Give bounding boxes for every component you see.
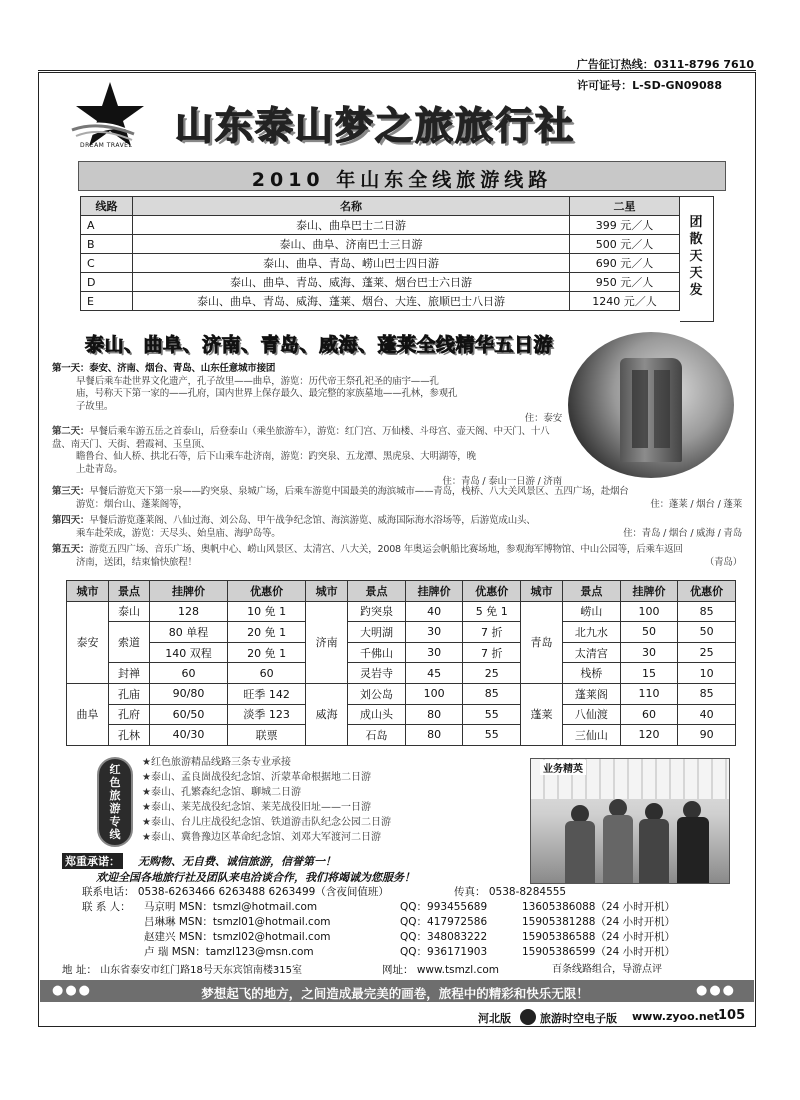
route-code: E xyxy=(81,292,133,311)
ad-hotline: 广告征订热线：0311-8796 7610 xyxy=(576,58,754,71)
day-1 xyxy=(52,363,562,426)
footer-website[interactable]: www.zyoo.net xyxy=(632,1010,720,1023)
person-mobile: 13605386088（24 小时开机） xyxy=(522,901,676,913)
route-name: 泰山、曲阜、济南巴士三日游 xyxy=(133,235,570,254)
slogan-dots-right: ●●● xyxy=(696,983,737,998)
day-5-label: 第五天： xyxy=(52,544,90,555)
day-2-line: 瞻鲁台、仙人桥、拱北石等，后下山乘车赴济南，游览：趵突泉、五龙潭、黑虎泉、大明湖等，晚 xyxy=(76,451,476,463)
spot-cell: 成山头 xyxy=(348,704,406,725)
deal-price-cell: 10 免 1 xyxy=(228,601,306,622)
day-5-lodging: （青岛） xyxy=(704,556,742,568)
spot-cell: 刘公岛 xyxy=(348,683,406,704)
footer-publication: 旅游时空电子版 xyxy=(540,1012,617,1025)
deal-price-cell: 90 xyxy=(678,725,736,746)
contact-person xyxy=(144,945,314,959)
routes-col-name: 名称 xyxy=(133,197,570,216)
route-price: 1240 元／人 xyxy=(570,292,680,311)
table-row xyxy=(81,292,680,311)
phone-label: 联系电话： xyxy=(82,886,135,898)
routes-col-code: 线路 xyxy=(81,197,133,216)
list-price-cell: 100 xyxy=(405,683,463,704)
slogan-dots-left: ●●● xyxy=(52,983,93,998)
route-name: 泰山、曲阜巴士二日游 xyxy=(133,216,570,235)
day-4-line: 乘车赴荣成，游览：天尽头、始皇庙、海驴岛等。 xyxy=(76,527,281,539)
city-cell: 泰安 xyxy=(67,601,109,683)
price-col-list: 挂牌价 xyxy=(405,581,463,602)
deal-price-cell: 20 免 1 xyxy=(228,622,306,643)
contact-person xyxy=(144,915,330,929)
footer-logo-icon xyxy=(520,1009,536,1025)
day-4 xyxy=(52,515,762,540)
list-price-cell: 128 xyxy=(149,601,227,622)
promise-line-1: 无购物、无自费、诚信旅游，信誉第一！ xyxy=(138,855,336,868)
spot-cell: 灵岩寺 xyxy=(348,663,406,684)
day-2-line: 上赴青岛。 xyxy=(76,463,123,475)
routes-col-price: 二星 xyxy=(570,197,680,216)
day-1-line: 子故里。 xyxy=(76,400,114,412)
day-4-text: 早餐后游览蓬莱阁、八仙过海、刘公岛、甲午战争纪念馆、海滨游览、威海国际海水浴场等，后游览成山头、 xyxy=(89,515,536,526)
day-1-lodging: 住：泰安 xyxy=(524,413,562,425)
person-msn: MSN：tsmzl01@hotmail.com xyxy=(178,916,331,928)
deal-price-cell: 60 xyxy=(228,663,306,684)
fax-number: 0538-8284555 xyxy=(488,886,567,898)
routes-side-box xyxy=(680,196,714,322)
price-col-city: 城市 xyxy=(306,581,348,602)
list-price-cell: 40 xyxy=(405,601,463,622)
price-col-list: 挂牌价 xyxy=(149,581,227,602)
spot-cell: 八仙渡 xyxy=(563,704,621,725)
slogan-text: 梦想起飞的地方，之间造成最完美的画卷，旅程中的精彩和快乐无限！ xyxy=(201,986,589,1001)
route-price: 399 元／人 xyxy=(570,216,680,235)
tour-title: 泰山、曲阜、济南、青岛、威海、蓬莱全线精华五日游 xyxy=(85,334,554,356)
day-5 xyxy=(52,544,762,569)
table-row xyxy=(67,663,736,684)
route-note: 百条线路组合，导游点评 xyxy=(552,964,662,975)
list-price-cell: 60 xyxy=(620,704,678,725)
route-code: C xyxy=(81,254,133,273)
day-1-label: 第一天：泰安、济南、烟台、青岛、山东任意城市接团 xyxy=(52,363,276,374)
table-row xyxy=(81,216,680,235)
list-price-cell: 120 xyxy=(620,725,678,746)
price-col-deal: 优惠价 xyxy=(678,581,736,602)
price-col-deal: 优惠价 xyxy=(228,581,306,602)
people-label: 联 系 人： xyxy=(82,901,131,913)
price-col-spot: 景点 xyxy=(109,581,150,602)
deal-price-cell: 85 xyxy=(678,683,736,704)
deal-price-cell: 旺季 142 xyxy=(228,683,306,704)
deal-price-cell: 20 免 1 xyxy=(228,642,306,663)
page-number: 105 xyxy=(718,1008,746,1023)
deal-price-cell: 淡季 123 xyxy=(228,704,306,725)
day-3-text: 早餐后游览天下第一泉——趵突泉、泉城广场，后乘车游览中国最美的海滨城市——青岛，栈桥、八大关风景区、五四广场，赴烟台 xyxy=(89,486,629,497)
red-tour-item: ★泰山、冀鲁豫边区革命纪念馆、刘邓大军渡河二日游 xyxy=(142,832,381,843)
list-price-cell: 30 xyxy=(405,642,463,663)
table-row xyxy=(67,704,736,725)
spot-cell: 索道 xyxy=(109,622,150,663)
promise-line-2: 欢迎全国各地旅行社及团队来电洽谈合作，我们将竭诚为您服务！ xyxy=(96,871,415,884)
deal-price-cell: 5 免 1 xyxy=(463,601,521,622)
phone-numbers: 0538-6263466 6263488 6263499（含夜间值班） xyxy=(137,886,389,898)
person-msn: MSN：tsmzl@hotmail.com xyxy=(178,901,318,913)
list-price-cell: 30 xyxy=(620,642,678,663)
red-tour-list xyxy=(142,755,532,845)
list-price-cell: 50 xyxy=(620,622,678,643)
route-price: 500 元／人 xyxy=(570,235,680,254)
red-tour-item: ★泰山、孟良崮战役纪念馆、沂蒙革命根据地二日游 xyxy=(142,772,371,783)
price-col-city: 城市 xyxy=(67,581,109,602)
spot-cell: 太清宫 xyxy=(563,642,621,663)
fax-row xyxy=(454,885,566,899)
table-row xyxy=(81,273,680,292)
day-3-lodging: 住：蓬莱 / 烟台 / 蓬莱 xyxy=(650,498,742,510)
route-price: 690 元／人 xyxy=(570,254,680,273)
spot-cell: 孔庙 xyxy=(109,683,150,704)
website-row xyxy=(382,963,499,977)
list-price-cell: 80 单程 xyxy=(149,622,227,643)
day-2-text: 早餐后乘车游五岳之首泰山，后登泰山（乘坐旅游车），游览：红门宫、万仙楼、斗母宫、壶天阁、中天门、十八盘、南天门、天街、碧霞祠、玉皇顶、 xyxy=(52,426,550,450)
day-2-lodging: 住：青岛 / 泰山一日游 / 济南 xyxy=(442,476,562,488)
spot-cell: 封禅 xyxy=(109,663,150,684)
deal-price-cell: 85 xyxy=(463,683,521,704)
website-label: 网址： xyxy=(382,964,414,976)
table-row xyxy=(67,725,736,746)
person-mobile: 15905381288（24 小时开机） xyxy=(522,916,676,928)
license-number: 许可证号：L-SD-GN09088 xyxy=(577,79,722,92)
deal-price-cell: 7 折 xyxy=(463,622,521,643)
taishan-stone-photo xyxy=(568,332,734,478)
table-row xyxy=(67,642,736,663)
day-4-lodging: 住：青岛 / 烟台 / 威海 / 青岛 xyxy=(623,527,742,539)
list-price-cell: 30 xyxy=(405,622,463,643)
day-3-line xyxy=(52,486,762,499)
table-row xyxy=(81,235,680,254)
day-2-label: 第二天： xyxy=(52,426,90,437)
spot-cell: 趵突泉 xyxy=(348,601,406,622)
deal-price-cell: 50 xyxy=(678,622,736,643)
route-name: 泰山、曲阜、青岛、崂山巴士四日游 xyxy=(133,254,570,273)
table-row xyxy=(67,683,736,704)
spot-cell: 泰山 xyxy=(109,601,150,622)
spot-cell: 北九水 xyxy=(563,622,621,643)
day-2 xyxy=(52,426,562,489)
price-col-list: 挂牌价 xyxy=(620,581,678,602)
list-price-cell: 90/80 xyxy=(149,683,227,704)
city-cell: 蓬莱 xyxy=(521,683,563,745)
route-code: B xyxy=(81,235,133,254)
spot-cell: 石岛 xyxy=(348,725,406,746)
deal-price-cell: 10 xyxy=(678,663,736,684)
spot-cell: 大明湖 xyxy=(348,622,406,643)
list-price-cell: 80 xyxy=(405,725,463,746)
person-qq: QQ：993455689 xyxy=(400,901,488,913)
day-5-line xyxy=(52,544,762,557)
list-price-cell: 100 xyxy=(620,601,678,622)
deal-price-cell: 7 折 xyxy=(463,642,521,663)
price-col-deal: 优惠价 xyxy=(463,581,521,602)
day-1-line: 早餐后乘车赴世界文化遗产，孔子故里——曲阜，游览：历代帝王祭孔祀圣的庙宇——孔 xyxy=(76,375,439,387)
day-2-line xyxy=(52,426,562,451)
day-4-label: 第四天： xyxy=(52,515,90,526)
routes-title: 2010 年山东全线旅游线路 xyxy=(251,169,553,191)
route-name: 泰山、曲阜、青岛、威海、蓬莱、烟台巴士六日游 xyxy=(133,273,570,292)
person-msn: MSN：tamzl123@msn.com xyxy=(171,946,314,958)
spot-cell: 崂山 xyxy=(563,601,621,622)
price-col-city: 城市 xyxy=(521,581,563,602)
city-cell: 曲阜 xyxy=(67,683,109,745)
agency-name: 山东泰山梦之旅旅行社 xyxy=(175,104,576,148)
deal-price-cell: 40 xyxy=(678,704,736,725)
city-cell: 威海 xyxy=(306,683,348,745)
spot-cell: 栈桥 xyxy=(563,663,621,684)
person-mobile: 15905386599（24 小时开机） xyxy=(522,946,676,958)
day-3-label: 第三天： xyxy=(52,486,90,497)
person-mobile: 15905386588（24 小时开机） xyxy=(522,931,676,943)
list-price-cell: 15 xyxy=(620,663,678,684)
star-logo-icon xyxy=(70,80,150,150)
person-name: 赵建兴 xyxy=(144,931,176,943)
routes-side-note: 团散天天发 xyxy=(689,215,703,298)
person-msn: MSN：tsmzl02@hotmail.com xyxy=(178,931,331,943)
list-price-cell: 45 xyxy=(405,663,463,684)
spot-cell: 千佛山 xyxy=(348,642,406,663)
header-rule xyxy=(38,70,756,71)
deal-price-cell: 85 xyxy=(678,601,736,622)
deal-price-cell: 55 xyxy=(463,725,521,746)
deal-price-cell: 联票 xyxy=(228,725,306,746)
phone-row xyxy=(82,885,389,899)
routes-table xyxy=(80,196,680,311)
day-3 xyxy=(52,486,762,511)
address-text: 山东省泰安市红门路18号天东宾馆南楼315室 xyxy=(100,965,302,976)
ticket-price-table xyxy=(66,580,736,746)
list-price-cell: 60/50 xyxy=(149,704,227,725)
red-tour-item: ★红色旅游精品线路三条专业承接 xyxy=(142,757,291,768)
person-name: 吕琳琳 xyxy=(144,916,176,928)
contact-person xyxy=(144,900,317,914)
table-row xyxy=(67,622,736,643)
red-tour-badge-text: 红色旅游专线 xyxy=(109,763,121,841)
day-4-line xyxy=(52,515,762,528)
route-code: D xyxy=(81,273,133,292)
red-tour-item: ★泰山、莱芜战役纪念馆、莱芜战役旧址——一日游 xyxy=(142,802,371,813)
person-qq: QQ：417972586 xyxy=(400,916,488,928)
person-name: 卢 瑞 xyxy=(144,946,169,958)
person-qq: QQ：936171903 xyxy=(400,946,488,958)
list-price-cell: 110 xyxy=(620,683,678,704)
price-col-spot: 景点 xyxy=(348,581,406,602)
red-tour-item: ★泰山、台儿庄战役纪念馆、铁道游击队纪念公园二日游 xyxy=(142,817,391,828)
staff-photo xyxy=(530,758,730,884)
person-qq: QQ：348083222 xyxy=(400,931,488,943)
logo-subtext: DREAM TRAVEL xyxy=(80,142,133,149)
person-name: 马京明 xyxy=(144,901,176,913)
list-price-cell: 140 双程 xyxy=(149,642,227,663)
spot-cell: 三仙山 xyxy=(563,725,621,746)
deal-price-cell: 25 xyxy=(463,663,521,684)
price-col-spot: 景点 xyxy=(563,581,621,602)
footer-edition: 河北版 xyxy=(478,1012,511,1025)
spot-cell: 蓬莱阁 xyxy=(563,683,621,704)
address-label: 地 址： xyxy=(62,964,97,976)
contact-person xyxy=(144,930,330,944)
city-cell: 青岛 xyxy=(521,601,563,683)
deal-price-cell: 25 xyxy=(678,642,736,663)
red-tour-item: ★泰山、孔繁森纪念馆、聊城二日游 xyxy=(142,787,301,798)
route-price: 950 元／人 xyxy=(570,273,680,292)
table-row xyxy=(67,601,736,622)
day-1-line: 庙，号称天下第一家的——孔府，国内世界上保存最久、最完整的家族墓地——孔林，参观孔 xyxy=(76,388,458,400)
list-price-cell: 40/30 xyxy=(149,725,227,746)
website-link[interactable]: www.tsmzl.com xyxy=(416,964,499,976)
table-row xyxy=(81,254,680,273)
list-price-cell: 80 xyxy=(405,704,463,725)
spot-cell: 孔林 xyxy=(109,725,150,746)
fax-label: 传真： xyxy=(454,886,486,898)
day-3-line: 游览：烟台山、蓬莱阁等， xyxy=(76,498,188,510)
day-5-line: 济南，送团，结束愉快旅程！ xyxy=(76,556,197,568)
city-cell: 济南 xyxy=(306,601,348,683)
route-name: 泰山、曲阜、青岛、威海、蓬莱、烟台、大连、旅顺巴士八日游 xyxy=(133,292,570,311)
photo-caption: 业务精英 xyxy=(540,760,586,775)
address-row xyxy=(62,963,302,978)
promise-label: 郑重承诺： xyxy=(62,853,123,869)
list-price-cell: 60 xyxy=(149,663,227,684)
route-code: A xyxy=(81,216,133,235)
spot-cell: 孔府 xyxy=(109,704,150,725)
deal-price-cell: 55 xyxy=(463,704,521,725)
day-5-text: 游览五四广场、音乐广场、奥帆中心、崂山风景区、太清宫、八大关，2008 年奥运会帆船比赛场地，参观海军博物馆、中山公园等，后乘车返回 xyxy=(89,544,683,555)
